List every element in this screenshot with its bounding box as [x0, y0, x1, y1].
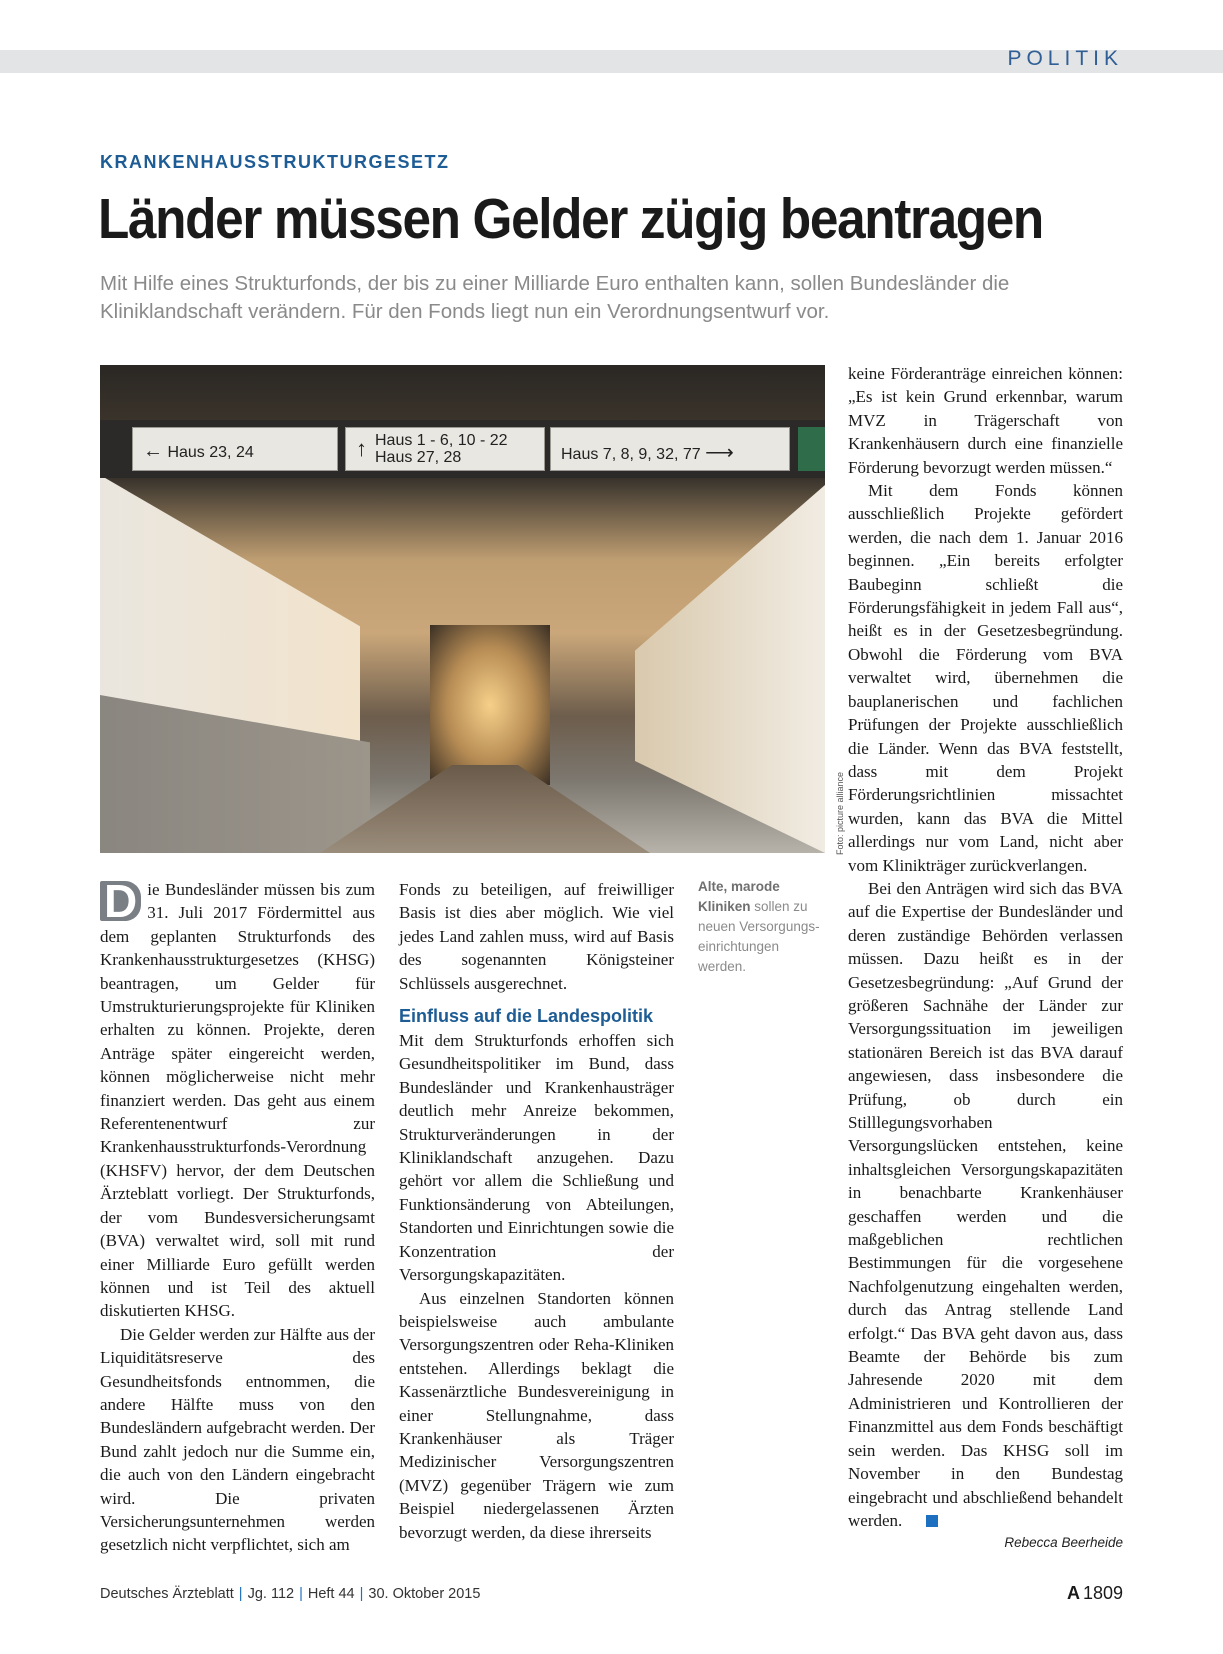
page-number-value: 1809 — [1082, 1583, 1123, 1603]
footer-publication: Deutsches Ärzteblatt — [100, 1586, 234, 1602]
photo-sign-right — [550, 427, 790, 471]
article-column-2 — [399, 878, 674, 1544]
photo-sign-green — [798, 427, 825, 471]
article-column-1 — [100, 875, 375, 1557]
footer — [100, 1586, 480, 1602]
photo-sign-left — [132, 427, 338, 471]
subheading: Einfluss auf die Landespolitik — [399, 1006, 654, 1027]
paragraph-text: ie Bundesländer müssen bis zum 31. Juli 2017 Fördermittel aus dem geplanten Strukturfonds des Krankenhausstrukturgesetzes (KHSG) beantragen, um Gelder für Umstrukturierungsprojekte für Kliniken erhalten zu können. Projekte, deren Anträge später eingereicht werden, können möglicherweise nicht mehr finanziert werden. Das geht aus einem Referentenentwurf zur Krankenhausstrukturfonds-Verordnung (KHSFV) hervor, der dem Deutschen Ärzteblatt vorliegt. Der Strukturfonds, der vom Bundesversicherungsamt (BVA) verwaltet wird, soll mit rund einer Milliarde Euro gefüllt werden können und ist Teil des aktuell diskutierten KHSG. — [100, 880, 375, 1321]
photo-corridor-light — [430, 625, 550, 785]
article-subhead: Mit Hilfe eines Strukturfonds, der bis zu einer Milliarde Euro enthalten kann, sollen Bundesländer die Kliniklandschaft verändern. Für den Fonds liegt nun ein Verordnungsentwurf vor. — [100, 272, 1010, 323]
footer-separator: | — [238, 1586, 243, 1602]
end-mark-icon — [926, 1515, 938, 1527]
photo-wall-right — [635, 485, 825, 853]
photo-sign-left-text: Haus 23, 24 — [167, 444, 254, 461]
article-paragraph: keine Förderanträge einreichen können: „Es ist kein Grund erkennbar, warum MVZ in Trägerschaft von Krankenhäusern durch eine finanzielle Förderung bevorzugt werden müssen.“ — [848, 364, 1123, 477]
arrow-right-icon: ⟶ — [705, 442, 734, 464]
article-paragraph: Fonds zu beteiligen, auf freiwilliger Basis ist dies aber möglich. Wie viel jedes Land zahlen muss, wird auf Basis des sogenannten Königsteiner Schlüssels ausgerechnet. — [399, 880, 674, 993]
dropcap: D — [100, 881, 141, 921]
article-kicker: KRANKENHAUSSTRUKTURGESETZ — [100, 152, 450, 172]
section-label: POLITIK — [1007, 47, 1123, 70]
article-paragraph — [848, 877, 1123, 1532]
page-number — [1067, 1583, 1123, 1604]
article-paragraph: Mit dem Strukturfonds erhoffen sich Gesundheitspolitiker im Bund, dass Bundesländer und Krankenhausträger deutlich mehr Anreize bekommen, Strukturveränderungen in der Kliniklandschaft anzugehen. Dazu gehört vor allem die Schließung und Funktionsänderung von Abteilungen, Standorten und Einrichtungen sowie die Konzentration der Versorgungskapazitäten. — [399, 1031, 674, 1285]
footer-separator: | — [299, 1586, 303, 1602]
photo-credit: Foto: picture alliance — [835, 771, 845, 855]
footer-separator: | — [359, 1586, 364, 1602]
arrow-up-icon: ↑ — [356, 436, 367, 461]
arrow-left-icon: ← — [143, 440, 163, 462]
article-paragraph: Aus einzelnen Standorten können beispielsweise auch ambulante Versorgungszentren oder Reha-Kliniken entstehen. Allerdings beklagt die Kassenärztliche Bundesvereinigung in einer Stellungnahme, dass Krankenhäuser als Träger Medizinischer Versorgungszentren (MVZ) gegenüber Trägern wie zum Beispiel niedergelassenen Ärzten bevorzugt werden, da diese ihrerseits — [399, 1288, 674, 1542]
footer-date: 30. Oktober 2015 — [368, 1586, 481, 1602]
caption-bold: Alte, marode Kliniken — [698, 879, 780, 914]
photo-sign-center-line1: Haus 1 - 6, 10 - 22 — [375, 432, 508, 449]
footer-volume: Jg. 112 — [247, 1586, 295, 1602]
caption-text: sollen zu neuen Versorgungseinrichtungen werden. — [698, 899, 820, 974]
photo-caption — [698, 877, 828, 977]
article-headline: Länder müssen Gelder zügig beantragen — [98, 187, 1043, 251]
photo-sign-center-line2: Haus 27, 28 — [375, 449, 462, 466]
author-byline: Rebecca Beerheide — [1004, 1535, 1123, 1550]
footer-issue: Heft 44 — [307, 1586, 355, 1602]
paragraph-text: Bei den Anträgen wird sich das BVA auf die Expertise der Bundesländer und deren zuständige Behörden verlassen müssen. Dazu heißt es in der Gesetzesbegründung: „Auf Grund der größeren Sachnähe der Länder zur Versorgungssituation im jeweiligen stationären Bereich ist das BVA darauf angewiesen, dass insbesondere die Prüfung, ob durch ein Stilllegungsvorhaben Versorgungslücken entstehen, keine inhaltsgleichen Versorgungskapazitäten in benachbarte Krankenhäuser geschaffen werden und die maßgeblichen rechtlichen Bestimmungen für die vorgesehene Nachfolgenutzung eingehalten werden, durch das Antrag stellende Land erfolgt.“ Das BVA geht davon aus, dass Beamte der Behörde bis zum Jahresende 2020 mit dem Administrieren und Kontrollieren der Finanzmittel aus dem Fonds beschäftigt sein werden. Das KHSG soll im November in den Bundestag eingebracht und abschließend behandelt werden. — [848, 878, 1123, 1530]
article-paragraph: Mit dem Fonds können ausschließlich Projekte gefördert werden, die nach dem 1. Januar 2016 beginnen. „Ein bereits erfolgter Baubeginn schließt die Förderungsfähigkeit in jedem Fall aus“, heißt es in der Gesetzesbegründung. Obwohl die Förderung vom BVA verwaltet wird, übernehmen die bauplanerischen und fachlichen Prüfungen der Projekte ausschließlich die Länder. Wenn das BVA feststellt, dass mit dem Projekt Förderungsrichtlinien missachtet wurden, kann das BVA die Mittel allerdings nur vom Land, nicht aber vom Klinikträger zurückverlangen. — [848, 481, 1123, 875]
photo-sign-right-text: Haus 7, 8, 9, 32, 77 — [561, 446, 701, 463]
article-paragraph — [100, 875, 375, 1323]
article-paragraph: Die Gelder werden zur Hälfte aus der Liquiditätsreserve des Gesundheitsfonds entnommen, die andere Hälfte muss von den Bundesländern aufgebracht werden. Der Bund zahlt jedoch nur die Summe ein, die auch von den Ländern eingebracht wird. Die privaten Versicherungsunternehmen werden gesetzlich nicht verpflichtet, sich am — [100, 1324, 375, 1555]
page-prefix: A — [1066, 1583, 1080, 1603]
article-photo — [100, 365, 825, 853]
photo-sign-center — [345, 427, 545, 471]
article-column-3 — [848, 362, 1123, 1532]
